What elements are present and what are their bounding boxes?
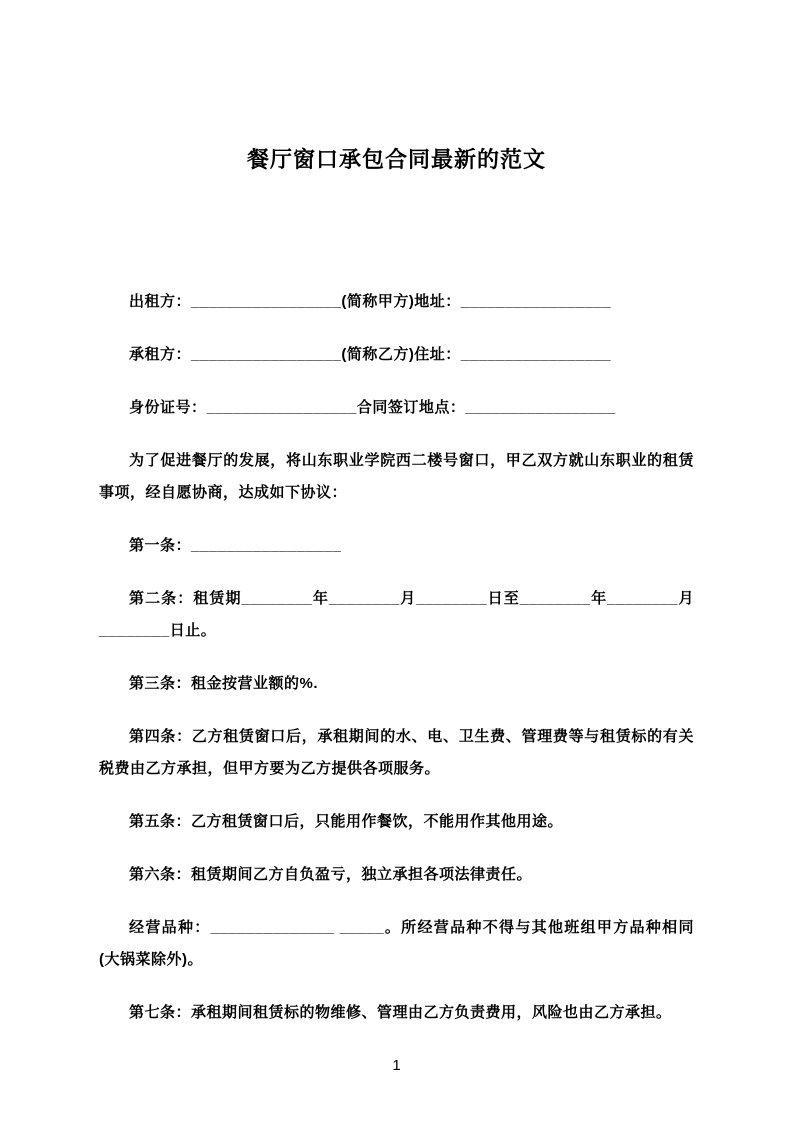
paragraph-clause-5: 第五条：乙方租赁窗口后，只能用作餐饮，不能用作其他用途。	[129, 813, 564, 830]
paragraph-preamble: 为了促进餐厅的发展，将山东职业学院西二楼号窗口，甲乙双方就山东职业的租赁事项，经自愿协商，达成如下协议：	[99, 452, 694, 501]
paragraph-clause-2: 第二条：租赁期________年________月________日至________年________月________日止。	[99, 590, 694, 639]
paragraph-clause-7: 第七条：承租期间租赁标的物维修、管理由乙方负责费用，风险也由乙方承担。	[129, 1004, 672, 1021]
document-title: 餐厅窗口承包合同最新的范文	[246, 147, 546, 172]
page-number: 1	[392, 1057, 401, 1074]
paragraph-lessee-line: 承租方：_________________(简称乙方)住址：_________________	[129, 346, 612, 363]
paragraph-clause-6: 第六条：租赁期间乙方自负盈亏，独立承担各项法律责任。	[129, 866, 533, 883]
paragraph-id-number-line: 身份证号：_________________合同签订地点：_________________	[129, 399, 616, 416]
paragraph-clause-1: 第一条：_________________	[129, 537, 342, 554]
paragraph-clause-4: 第四条：乙方租赁窗口后，承租期间的水、电、卫生费、管理费等与租赁标的有关税费由乙方承担，但甲方要为乙方提供各项服务。	[99, 728, 694, 777]
paragraph-clause-3: 第三条：租金按营业额的%.	[129, 675, 319, 692]
paragraph-business-items: 经营品种：______________ _____。所经营品种不得与其他班组甲方品种相同(大锅菜除外)。	[99, 919, 694, 968]
paragraph-lessor-line: 出租方：_________________(简称甲方)地址：_________________	[129, 293, 612, 310]
